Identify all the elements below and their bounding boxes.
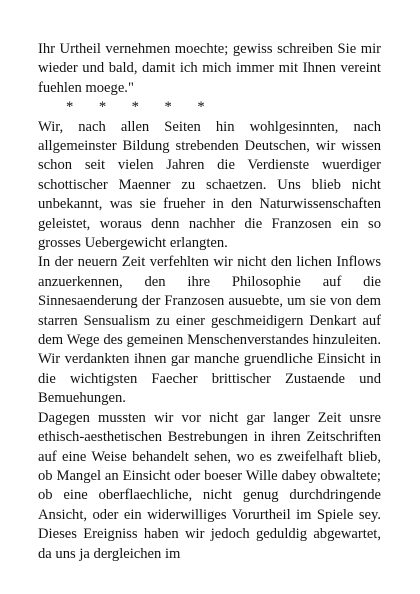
body-text <box>38 40 381 564</box>
paragraph-journals-criticism: Dagegen mussten wir vor nicht gar langer Zeit unsre ethisch-aesthetischen Bestrebungen in ihren Zeitschriften auf eine Weise behandelt sehen, wo es zweifelhaft blieb, ob Mangel an Einsicht oder boeser Wille dabey obwaltete; ob eine oberflaechliche, nicht genug durchdringende Ansicht, oder ein widerwilliges Vorurtheil im Spiele sey. Dieses Ereigniss haben wir jedoch geduldig abgewartet, da uns ja dergleichen im <box>38 409 381 562</box>
paragraph-letter-closing: Ihr Urtheil vernehmen moechte; gewiss schreiben Sie mir wieder und bald, damit ich mich immer mit Ihnen vereint fuehlen moege." <box>38 41 381 96</box>
paragraph-scottish-merits: Wir, nach allen Seiten hin wohlgesinnten, nach allgemeinster Bildung strebenden Deutschen, wir wissen schon seit vielen Jahren die Verdienste wuerdiger schottischer Maenner zu schaetzen. Uns blieb nicht unbekannt, was sie frueher in den Naturwissenschaften geleistet, woraus denn nachher die Franzosen ein so grosses Uebergewicht erlangten. <box>38 118 381 252</box>
section-separator: * * * * * <box>66 99 205 116</box>
paragraph-philosophy-influence: In der neuern Zeit verfehlten wir nicht den lichen Inflows anzuerkennen, den ihre Philosophie auf die Sinnesaenderung der Franzosen ausuebte, um sie von dem starren Sensualism zu einer geschmeidigern Denkart auf dem Wege des gemeinen Menschenverstandes hinzuleiten. Wir verdankten ihnen gar manche gruendliche Einsicht in die wichtigsten Faecher brittischer Zustaende und Bemuehungen. <box>38 254 381 407</box>
